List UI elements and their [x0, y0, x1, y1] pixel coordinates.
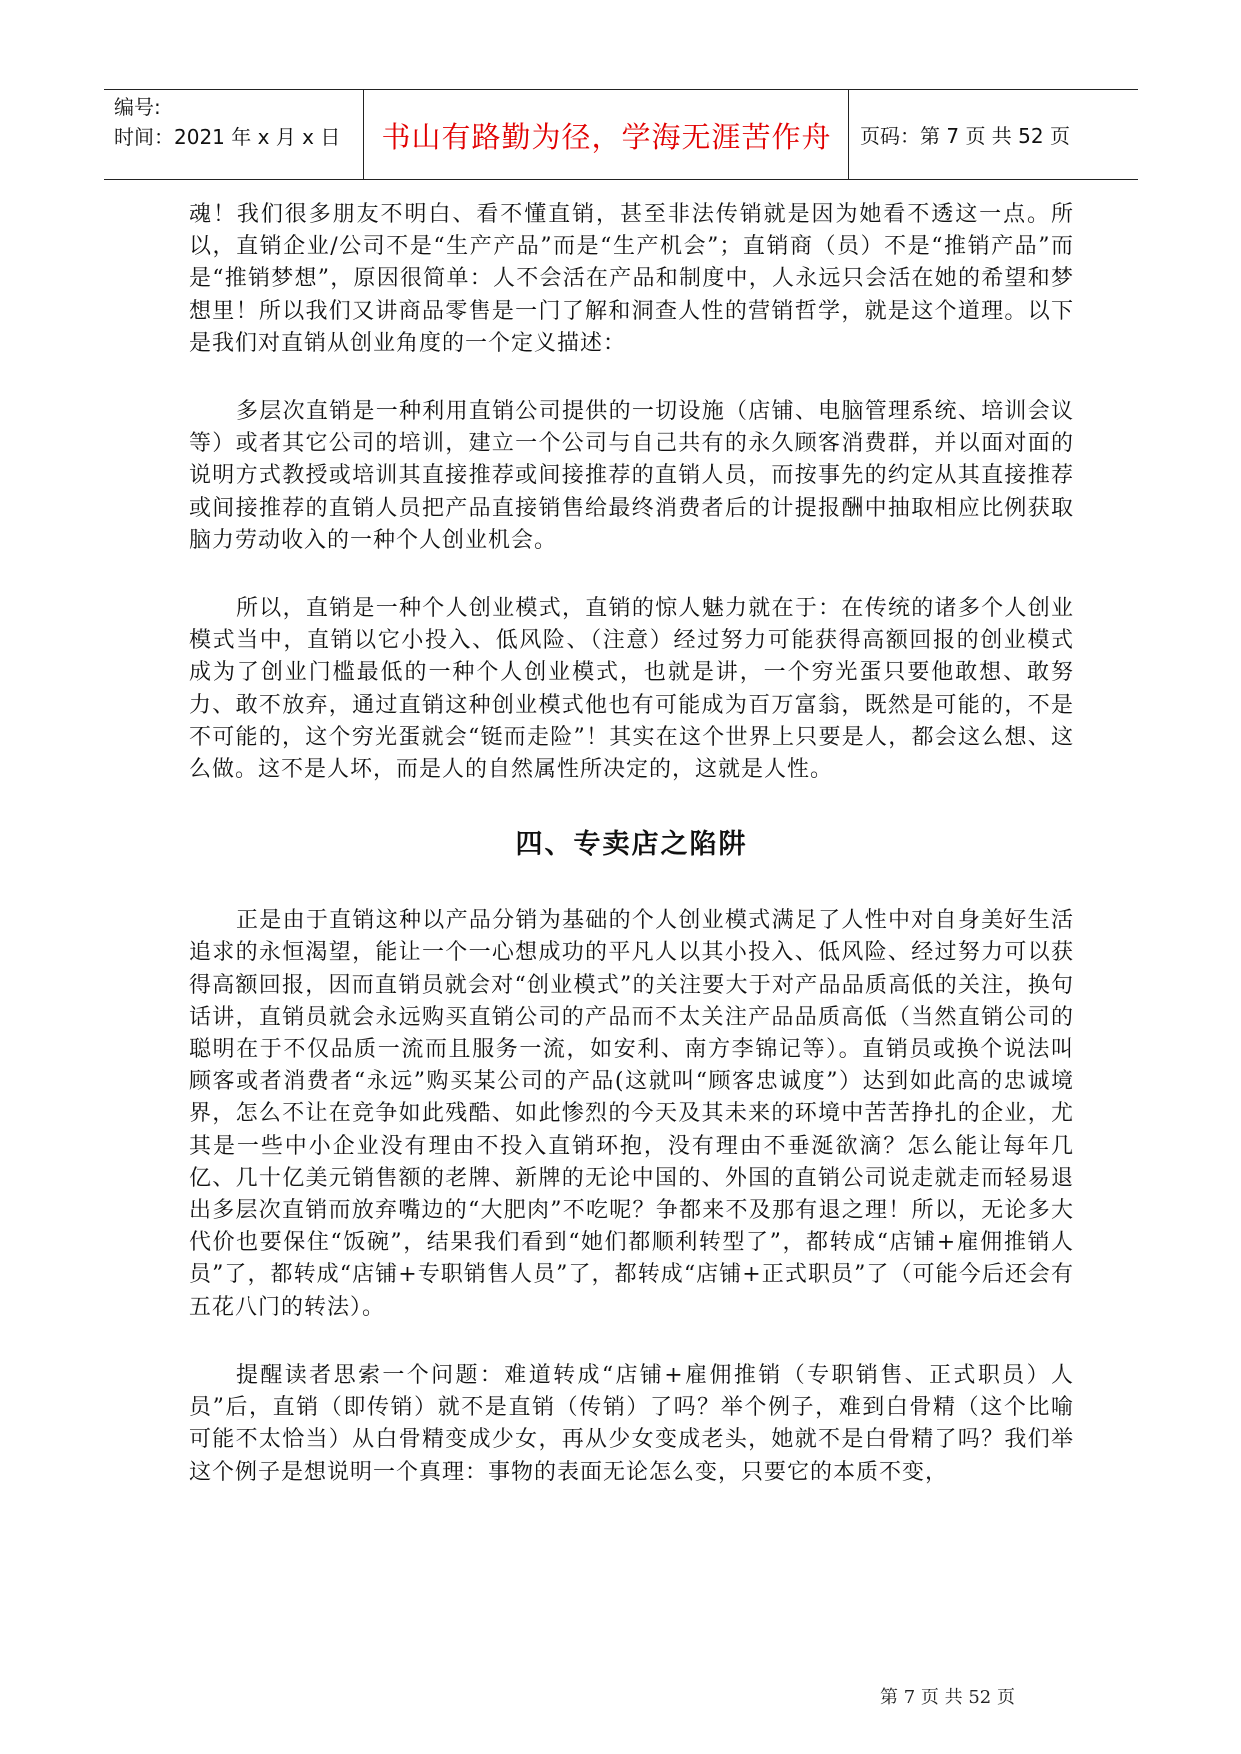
- header-divider-right: [848, 90, 849, 179]
- paragraph-store-trap: 正是由于直销这种以产品分销为基础的个人创业模式满足了人性中对自身美好生活追求的永恒渴望，能让一个一心想成功的平凡人以其小投入、低风险、经过努力可以获得高额回报，因而直销员就会对“创业模式”的关注要大于对产品品质高低的关注，换句话讲，直销员就会永远购买直销公司的产品而不太关注产品品质高低（当然直销公司的聪明在于不仅品质一流而且服务一流，如安利、南方李锦记等）。直销员或换个说法叫顾客或者消费者“永远”购买某公司的产品(这就叫“顾客忠诚度”）达到如此高的忠诚境界，怎么不让在竞争如此残酷、如此惨烈的今天及其未来的环境中苦苦挣扎的企业，尤其是一些中小企业没有理由不投入直销环抱，没有理由不垂涎欲滴？怎么能让每年几亿、几十亿美元销售额的老牌、新牌的无论中国的、外国的直销公司说走就走而轻易退出多层次直销而放弃嘴边的“大肥肉”不吃呢？争都来不及那有退之理！所以，无论多大代价也要保住“饭碗”，结果我们看到“她们都顺利转型了”，都转成“店铺+雇佣推销人员”了，都转成“店铺+专职销售人员”了，都转成“店铺+正式职员”了（可能今后还会有五花八门的转法）。: [189, 908, 1074, 1320]
- document-date: 时间：2021 年 x 月 x 日: [114, 125, 341, 149]
- header-meta: [114, 92, 364, 152]
- paragraph-continued: 魂！我们很多朋友不明白、看不懂直销，甚至非法传销就是因为她看不透这一点。所以，直销企业/公司不是“生产产品”而是“生产机会”；直销商（员）不是“推销产品”而是“推销梦想”，原因很简单：人不会活在产品和制度中，人永远只会活在她的希望和梦想里！所以我们又讲商品零售是一门了解和洞查人性的营销哲学，就是这个道理。以下是我们对直销从创业角度的一个定义描述：: [189, 202, 1074, 356]
- document-body: [189, 199, 1074, 1525]
- page-footer: 第 7 页 共 52 页: [880, 1687, 1015, 1708]
- section-title: 四、专卖店之陷阱: [515, 829, 748, 861]
- paragraph-reader-question: 提醒读者思索一个问题：难道转成“店铺+雇佣推销（专职销售、正式职员）人员”后，直销（即传销）就不是直销（传销）了吗？举个例子，难到白骨精（这个比喻可能不太恰当）从白骨精变成少女，再从少女变成老头，她就不是白骨精了吗？我们举这个例子是想说明一个真理：事物的表面无论怎么变，只要它的本质不变，: [189, 1362, 1074, 1485]
- paragraph-definition: 多层次直销是一种利用直销公司提供的一切设施（店铺、电脑管理系统、培训会议等）或者其它公司的培训，建立一个公司与自己共有的永久顾客消费群，并以面对面的说明方式教授或培训其直接推荐或间接推荐的直销人员，而按事先的约定从其直接推荐或间接推荐的直销人员把产品直接销售给最终消费者后的计提报酬中抽取相应比例获取脑力劳动收入的一种个人创业机会。: [189, 399, 1074, 553]
- page-header: [104, 89, 1138, 180]
- header-page-code: 页码：第 7 页 共 52 页: [860, 124, 1070, 148]
- paragraph-business-model: 所以，直销是一种个人创业模式，直销的惊人魅力就在于：在传统的诸多个人创业模式当中，直销以它小投入、低风险、（注意）经过努力可能获得高额回报的创业模式成为了创业门槛最低的一种个人创业模式，也就是讲，一个穷光蛋只要他敢想、敢努力、敢不放弃，通过直销这种创业模式他也有可能成为百万富翁，既然是可能的，不是不可能的，这个穷光蛋就会“铤而走险”！其实在这个世界上只要是人，都会这么想、这么做。这不是人坏，而是人的自然属性所决定的，这就是人性。: [189, 596, 1074, 783]
- header-divider-left: [363, 90, 364, 179]
- header-motto: 书山有路勤为径，学海无涯苦作舟: [381, 120, 832, 154]
- document-number-label: 编号:: [114, 95, 161, 119]
